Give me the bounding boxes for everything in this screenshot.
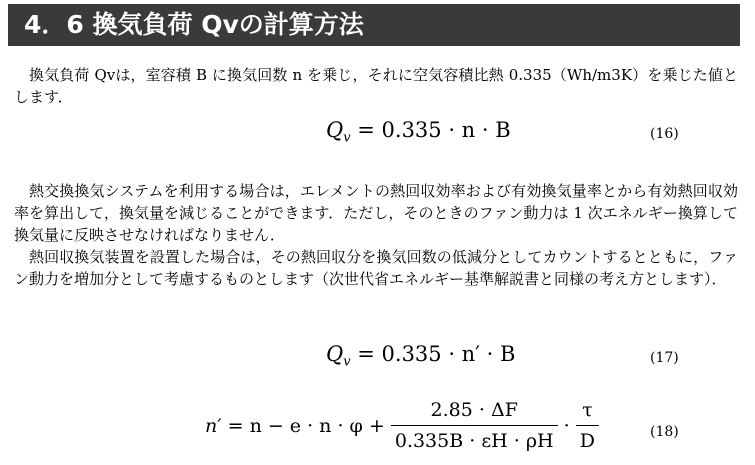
paragraph-2-text: 熱交換換気システムを利用する場合は，エレメントの熱回収効率および有効換気量率とから有効熱回収効率を算出して，換気量を減じることができます．ただし，そのときのファン動力は 1 次エネルギー換算して換気量に反映させなければなりません． [14,182,738,244]
eq18-fraction-2-numerator: τ [582,399,593,421]
paragraph-3-text: 熱回収換気装置を設置した場合は，その熱回収分を換気回数の低減分としてカウントするとともに，ファン動力を増加分として考慮するものとします（次世代省エネルギー基準解説書と同様の考え方とします）． [14,248,738,288]
paragraph-heat-exchange [14,180,738,290]
eq16-lhs-subscript: v [343,130,351,146]
eq18-fraction-1-denominator: 0.335B · εH · ρH [391,425,558,453]
eq18-fraction-2 [576,398,599,453]
equation-18-number: (18) [650,424,679,440]
eq18-multiply: · [563,414,570,437]
eq17-rhs: = 0.335 · n′ · B [357,342,516,366]
equation-17 [326,342,515,370]
eq18-fraction-1 [391,398,558,453]
equation-16-number: (16) [650,126,679,142]
eq18-lhs: n′ [205,414,222,437]
eq18-fraction-1-numerator: 2.85 · ΔF [430,399,518,421]
eq17-lhs: Q [326,342,344,366]
paragraph-ventilation-load [14,64,738,108]
section-header [8,4,740,46]
eq18-fraction-2-denominator: D [576,425,599,453]
equation-17-number: (17) [650,350,679,366]
equation-18 [205,398,599,453]
paragraph-1-text: 換気負荷 Qvは，室容積 B に換気回数 n を乗じ，それに空気容積比熱 0.335（Wh/m3K）を乗じた値とします． [14,66,738,106]
equation-16 [326,118,511,146]
eq16-lhs: Q [326,118,344,142]
section-title: 4．6 換気負荷 Qvの計算方法 [24,10,364,39]
eq17-lhs-subscript: v [343,354,351,370]
eq16-rhs: = 0.335 · n · B [357,118,511,142]
eq18-rhs-terms: = n − e · n · φ + [227,414,385,437]
